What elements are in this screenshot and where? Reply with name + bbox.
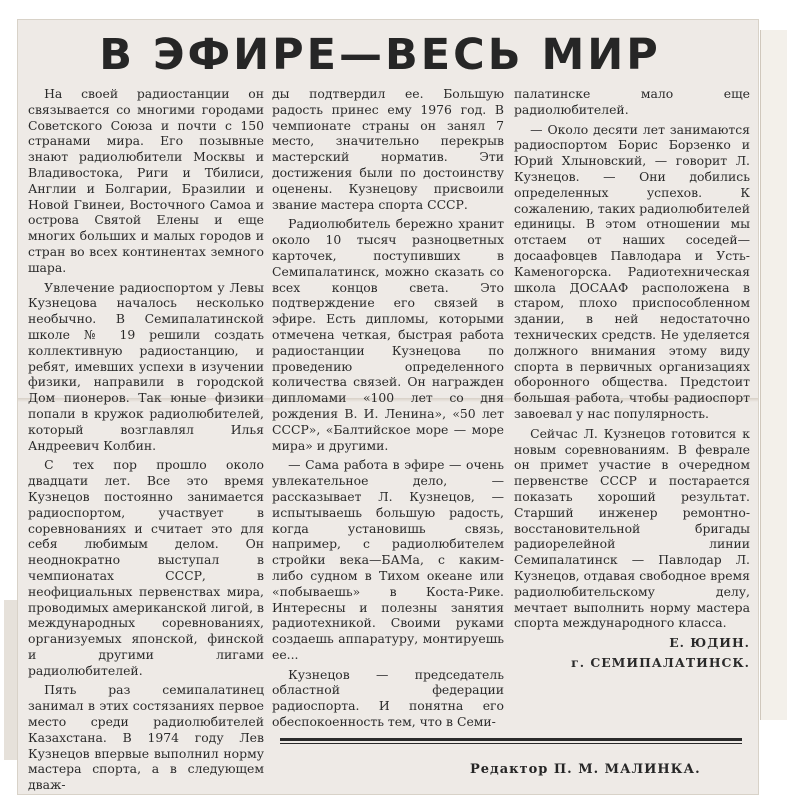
- paragraph: Увлечение радиоспортом у Левы Кузнецова началось несколько необычно. В Семипалатинской школе № 19 решили создать коллективную радиостанцию, и ребят, имевших успехи в изучении физики, направили в городской Дом пионеров. Так юные физики попали в кружок радиолюбителей, который возглавлял Илья Андреевич Колбин.: [28, 279, 264, 453]
- article-column-3: [514, 86, 750, 726]
- paragraph: Пять раз семипалатинец занимал в этих состязаниях первое место среди радиолюбителей Казахстана. В 1974 году Лев Кузнецов впервые выполнил норму мастера спорта, а в следующем дваж-: [28, 682, 264, 793]
- paper-edge-right: [760, 30, 787, 720]
- paragraph: — Около десяти лет занимаются радиоспортом Борис Борзенко и Юрий Хлыновский, — говорит Л. Кузнецов. — Они добились определенных успехов. К сожалению, таких радиолюбителей единицы. В этом отношении мы отстаем от наших соседей—досаафовцев Павлодара и Усть-Каменогорска. Радиотехническая школа ДОСААФ расположена в старом, плохо приспособленном здании, в ней недостаточно технических средств. Не уделяется должного внимания этому виду спорта в первичных организациях оборонного общества. Предстоит большая работа, чтобы радиоспорт завоевал у нас популярность.: [514, 121, 750, 421]
- paragraph: — Сама работа в эфире — очень увлекательное дело, — рассказывает Л. Кузнецов, — испытываешь большую радость, когда установишь связь, например, с радиолюбителем стройки века—БАМа, с каким-либо судном в Тихом океане или «побываешь» в Коста-Рике. Интересны и полезны занятия радиотехникой. Своими руками создаешь аппаратуру, монтируешь ее...: [272, 457, 504, 662]
- paper-edge-left: [4, 600, 18, 760]
- editor-credit: Редактор П. М. МАЛИНКА.: [470, 762, 701, 777]
- article-column-1: [28, 86, 264, 793]
- paragraph: Радиолюбитель бережно хранит около 10 тысяч разноцветных карточек, поступивших в Семипалатинск, можно сказать со всех концов света. Это подтверждение его связей в эфире. Есть дипломы, которыми отмечена четкая, быстрая работа радиостанции Кузнецова по проведению определенного количества связей. Он награжден дипломами «100 лет со дня рождения В. И. Ленина», «50 лет СССР», «Балтийское море — море мира» и другими.: [272, 216, 504, 453]
- footer-rule-thin: [280, 743, 742, 744]
- dateline-place: г. СЕМИПАЛАТИНСК.: [571, 654, 750, 670]
- article-column-2: [272, 86, 504, 731]
- footer-rule: [280, 738, 742, 741]
- paragraph: С тех пор прошло около двадцати лет. Все это время Кузнецов постоянно занимается радиоспортом, участвует в соревнованиях и считает это для себя любимым делом. Он неоднократно выступал в чемпионатах СССР, в неофициальных первенствах мира, проводимых американской лигой, в международных соревнованиях, организуемых японской, финской и другими лигами радиолюбителей.: [28, 457, 264, 678]
- paragraph: палатинске мало еще радиолюбителей.: [514, 86, 750, 117]
- paragraph: Сейчас Л. Кузнецов готовится к новым соревнованиям. В феврале он примет участие в очередном первенстве СССР и постарается показать хороший результат. Старший инженер ремонтно-восстановительной бригады радиорелейной линии Семипалатинск — Павлодар Л. Кузнецов, отдавая свободное время радиолюбительскому делу, мечтает выполнить норму мастера спорта международного класса.: [514, 425, 750, 631]
- paragraph: ды подтвердил ее. Большую радость принес ему 1976 год. В чемпионате страны он занял 7 место, значительно перекрыв мастерский норматив. Эти достижения были по достоинству оценены. Кузнецову присвоили звание мастера спорта СССР.: [272, 86, 504, 212]
- author-signature: Е. ЮДИН.: [669, 635, 750, 651]
- paragraph: На своей радиостанции он связывается со многими городами Советского Союза и почти с 150 странами мира. Его позывные знают радиолюбители Москвы и Владивостока, Риги и Тбилиси, Англии и Болгарии, Бразилии и Новой Гвинеи, Восточного Самоа и острова Святой Елены и еще многих больших и малых городов и стран во всех континентах земного шара.: [28, 86, 264, 275]
- paragraph: Кузнецов — председатель областной федерации радиоспорта. И понятна его обеспокоенность тем, что в Семи-: [272, 666, 504, 730]
- article-headline: В ЭФИРЕ—ВЕСЬ МИР: [99, 30, 661, 80]
